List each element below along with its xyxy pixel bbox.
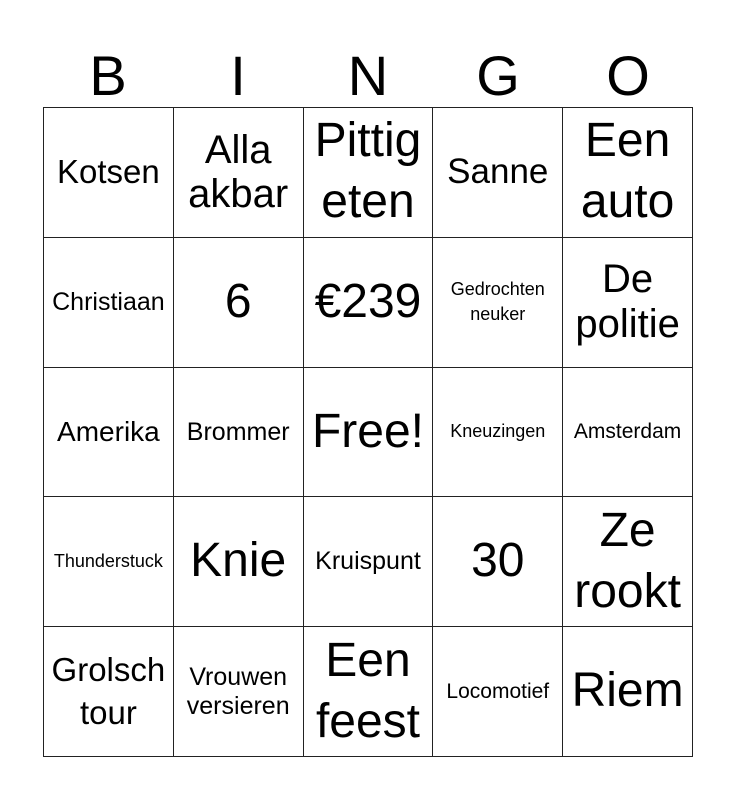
cell-text: Alla akbar xyxy=(188,127,289,217)
cell-text: Riem xyxy=(571,664,684,718)
cell-text: Knie xyxy=(190,534,287,588)
bingo-cell[interactable] xyxy=(174,497,304,627)
bingo-cell[interactable] xyxy=(44,627,174,757)
cell-text: Kneuzingen xyxy=(450,421,546,442)
bingo-cell[interactable] xyxy=(304,497,434,627)
bingo-cell[interactable] xyxy=(563,238,693,368)
cell-text: Ze rookt xyxy=(574,503,681,618)
bingo-cell[interactable] xyxy=(44,497,174,627)
cell-text: De politie xyxy=(575,257,680,347)
bingo-cell[interactable] xyxy=(433,497,563,627)
bingo-cell[interactable] xyxy=(174,368,304,498)
free-space-text: Free! xyxy=(311,404,424,458)
cell-text: Brommer xyxy=(186,417,290,446)
free-space-cell[interactable] xyxy=(304,368,434,498)
bingo-cell[interactable] xyxy=(44,238,174,368)
cell-text: Sanne xyxy=(447,152,549,192)
cell-text: Pittig eten xyxy=(314,114,422,229)
bingo-cell[interactable] xyxy=(174,238,304,368)
cell-text: Kruispunt xyxy=(315,547,421,576)
cell-text: Kotsen xyxy=(57,152,160,190)
bingo-cell[interactable] xyxy=(304,238,434,368)
cell-text: Een feest xyxy=(315,633,421,748)
cell-text: Grolsch tour xyxy=(51,650,166,731)
bingo-cell[interactable] xyxy=(174,108,304,238)
bingo-cell[interactable] xyxy=(433,238,563,368)
bingo-cell[interactable] xyxy=(304,108,434,238)
bingo-cell[interactable] xyxy=(563,497,693,627)
header-letter-g: G xyxy=(476,44,520,107)
cell-text: Amsterdam xyxy=(573,420,682,444)
bingo-cell[interactable] xyxy=(433,368,563,498)
bingo-cell[interactable] xyxy=(44,108,174,238)
cell-text: Christiaan xyxy=(52,287,165,316)
cell-text: Vrouwen versieren xyxy=(186,662,290,720)
bingo-cell[interactable] xyxy=(433,108,563,238)
header-letter-i: I xyxy=(230,44,246,107)
cell-text: Thunderstuck xyxy=(53,551,163,572)
bingo-header xyxy=(43,44,693,108)
bingo-card xyxy=(43,107,693,757)
bingo-cell[interactable] xyxy=(304,627,434,757)
cell-text: Locomotief xyxy=(446,679,550,703)
header-letter-o: O xyxy=(606,44,650,107)
header-letter-n: N xyxy=(347,44,389,107)
cell-text: €239 xyxy=(314,274,422,328)
cell-text: Amerika xyxy=(57,415,160,447)
bingo-cell[interactable] xyxy=(174,627,304,757)
cell-text: 30 xyxy=(471,534,525,588)
bingo-cell[interactable] xyxy=(563,368,693,498)
cell-text: 6 xyxy=(224,274,252,328)
bingo-cell[interactable] xyxy=(563,627,693,757)
bingo-cell[interactable] xyxy=(433,627,563,757)
cell-text: Gedrochten neuker xyxy=(450,279,545,325)
header-letter-b: B xyxy=(89,44,127,107)
cell-text: Een auto xyxy=(580,114,675,229)
bingo-cell[interactable] xyxy=(563,108,693,238)
bingo-cell[interactable] xyxy=(44,368,174,498)
